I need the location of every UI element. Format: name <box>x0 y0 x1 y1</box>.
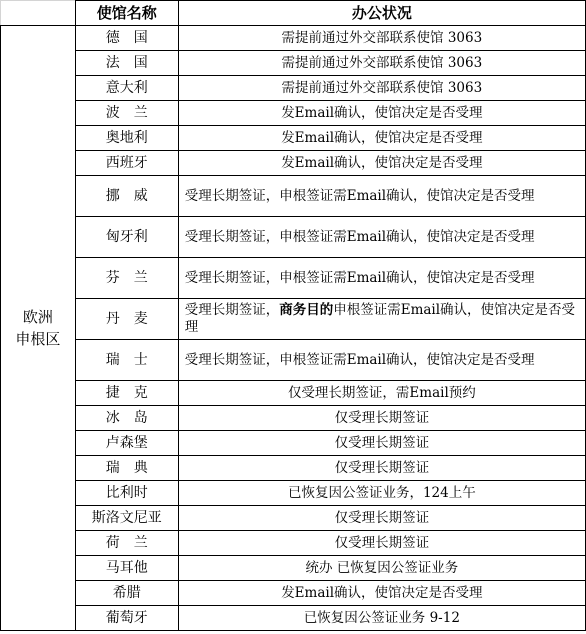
status-text: 受理长期签证，申根签证需Email确认，使馆决定是否受理 <box>184 228 535 245</box>
header-embassy-name[interactable]: 使馆名称 <box>75 1 178 26</box>
status-cell[interactable]: 仅受理长期签证 <box>178 431 585 456</box>
corner-cell[interactable] <box>1 1 76 26</box>
status-cell[interactable]: 发Email确认，使馆决定是否受理 <box>178 151 585 176</box>
status-cell[interactable]: 发Email确认，使馆决定是否受理 <box>178 581 585 606</box>
table-row <box>1 299 586 340</box>
table-row <box>1 340 586 381</box>
table-row <box>1 381 586 406</box>
embassy-name-cell[interactable]: 希腊 <box>75 581 178 606</box>
embassy-name-cell[interactable]: 匈牙利 <box>75 217 178 258</box>
status-cell[interactable]: 已恢复因公签证业务，124上午 <box>178 481 585 506</box>
table-row <box>1 531 586 556</box>
region-cell[interactable] <box>1 26 76 631</box>
table-row <box>1 126 586 151</box>
status-cell[interactable]: 仅受理长期签证 <box>178 406 585 431</box>
table-row <box>1 556 586 581</box>
status-text-bold: 商务目的 <box>279 302 334 318</box>
status-cell[interactable]: 仅受理长期签证，需Email预约 <box>178 381 585 406</box>
table-row <box>1 51 586 76</box>
status-text <box>185 302 583 336</box>
status-cell[interactable]: 需提前通过外交部联系使馆 3063 <box>178 26 585 51</box>
table-row <box>1 101 586 126</box>
embassy-name-cell[interactable]: 意大利 <box>75 76 178 101</box>
status-cell[interactable] <box>178 258 585 299</box>
embassy-name-cell[interactable]: 丹 麦 <box>75 299 178 340</box>
table-row <box>1 151 586 176</box>
table-row <box>1 26 586 51</box>
embassy-name-cell[interactable]: 马耳他 <box>75 556 178 581</box>
table-row <box>1 76 586 101</box>
embassy-name-cell[interactable]: 波 兰 <box>75 101 178 126</box>
status-cell[interactable]: 统办 已恢复因公签证业务 <box>178 556 585 581</box>
region-line-1: 欧洲 <box>22 308 53 326</box>
embassy-name-cell[interactable]: 法 国 <box>75 51 178 76</box>
embassy-name-cell[interactable]: 瑞 士 <box>75 340 178 381</box>
embassy-name-cell[interactable]: 比利时 <box>75 481 178 506</box>
embassy-name-cell[interactable]: 卢森堡 <box>75 431 178 456</box>
status-cell[interactable]: 发Email确认，使馆决定是否受理 <box>178 101 585 126</box>
table-row <box>1 581 586 606</box>
table-row <box>1 176 586 217</box>
embassy-name-cell[interactable]: 奥地利 <box>75 126 178 151</box>
table-row <box>1 406 586 431</box>
status-cell[interactable]: 仅受理长期签证 <box>178 506 585 531</box>
status-cell[interactable]: 仅受理长期签证 <box>178 531 585 556</box>
status-cell[interactable] <box>178 299 585 340</box>
embassy-name-cell[interactable]: 芬 兰 <box>75 258 178 299</box>
status-cell[interactable] <box>178 217 585 258</box>
status-cell[interactable]: 需提前通过外交部联系使馆 3063 <box>178 51 585 76</box>
embassy-name-cell[interactable]: 西班牙 <box>75 151 178 176</box>
embassy-name-cell[interactable]: 葡萄牙 <box>75 606 178 631</box>
status-text-part-1: 受理长期签证， <box>184 302 280 318</box>
status-cell[interactable]: 已恢复因公签证业务 9-12 <box>178 606 585 631</box>
status-text-part-2: 申根签证需Email确认，使馆决定是否受理 <box>184 302 576 335</box>
embassy-name-cell[interactable]: 挪 威 <box>75 176 178 217</box>
table-row <box>1 456 586 481</box>
embassy-name-cell[interactable]: 捷 克 <box>75 381 178 406</box>
embassy-name-cell[interactable]: 冰 岛 <box>75 406 178 431</box>
embassy-name-cell[interactable]: 瑞 典 <box>75 456 178 481</box>
table-row <box>1 606 586 631</box>
status-cell[interactable] <box>178 340 585 381</box>
header-office-status[interactable]: 办公状况 <box>178 1 585 26</box>
status-text: 受理长期签证，申根签证需Email确认，使馆决定是否受理 <box>184 351 535 368</box>
region-line-2: 申根区 <box>15 330 61 348</box>
status-text: 受理长期签证，申根签证需Email确认，使馆决定是否受理 <box>184 269 535 286</box>
table-row <box>1 431 586 456</box>
table-row <box>1 481 586 506</box>
status-cell[interactable] <box>178 176 585 217</box>
status-cell[interactable]: 仅受理长期签证 <box>178 456 585 481</box>
status-text: 受理长期签证，申根签证需Email确认，使馆决定是否受理 <box>184 187 535 204</box>
status-cell[interactable]: 发Email确认，使馆决定是否受理 <box>178 126 585 151</box>
table-row <box>1 258 586 299</box>
table-row <box>1 506 586 531</box>
table-row <box>1 217 586 258</box>
embassy-name-cell[interactable]: 斯洛文尼亚 <box>75 506 178 531</box>
status-cell[interactable]: 需提前通过外交部联系使馆 3063 <box>178 76 585 101</box>
header-row <box>1 1 586 26</box>
embassy-name-cell[interactable]: 德 国 <box>75 26 178 51</box>
embassy-name-cell[interactable]: 荷 兰 <box>75 531 178 556</box>
